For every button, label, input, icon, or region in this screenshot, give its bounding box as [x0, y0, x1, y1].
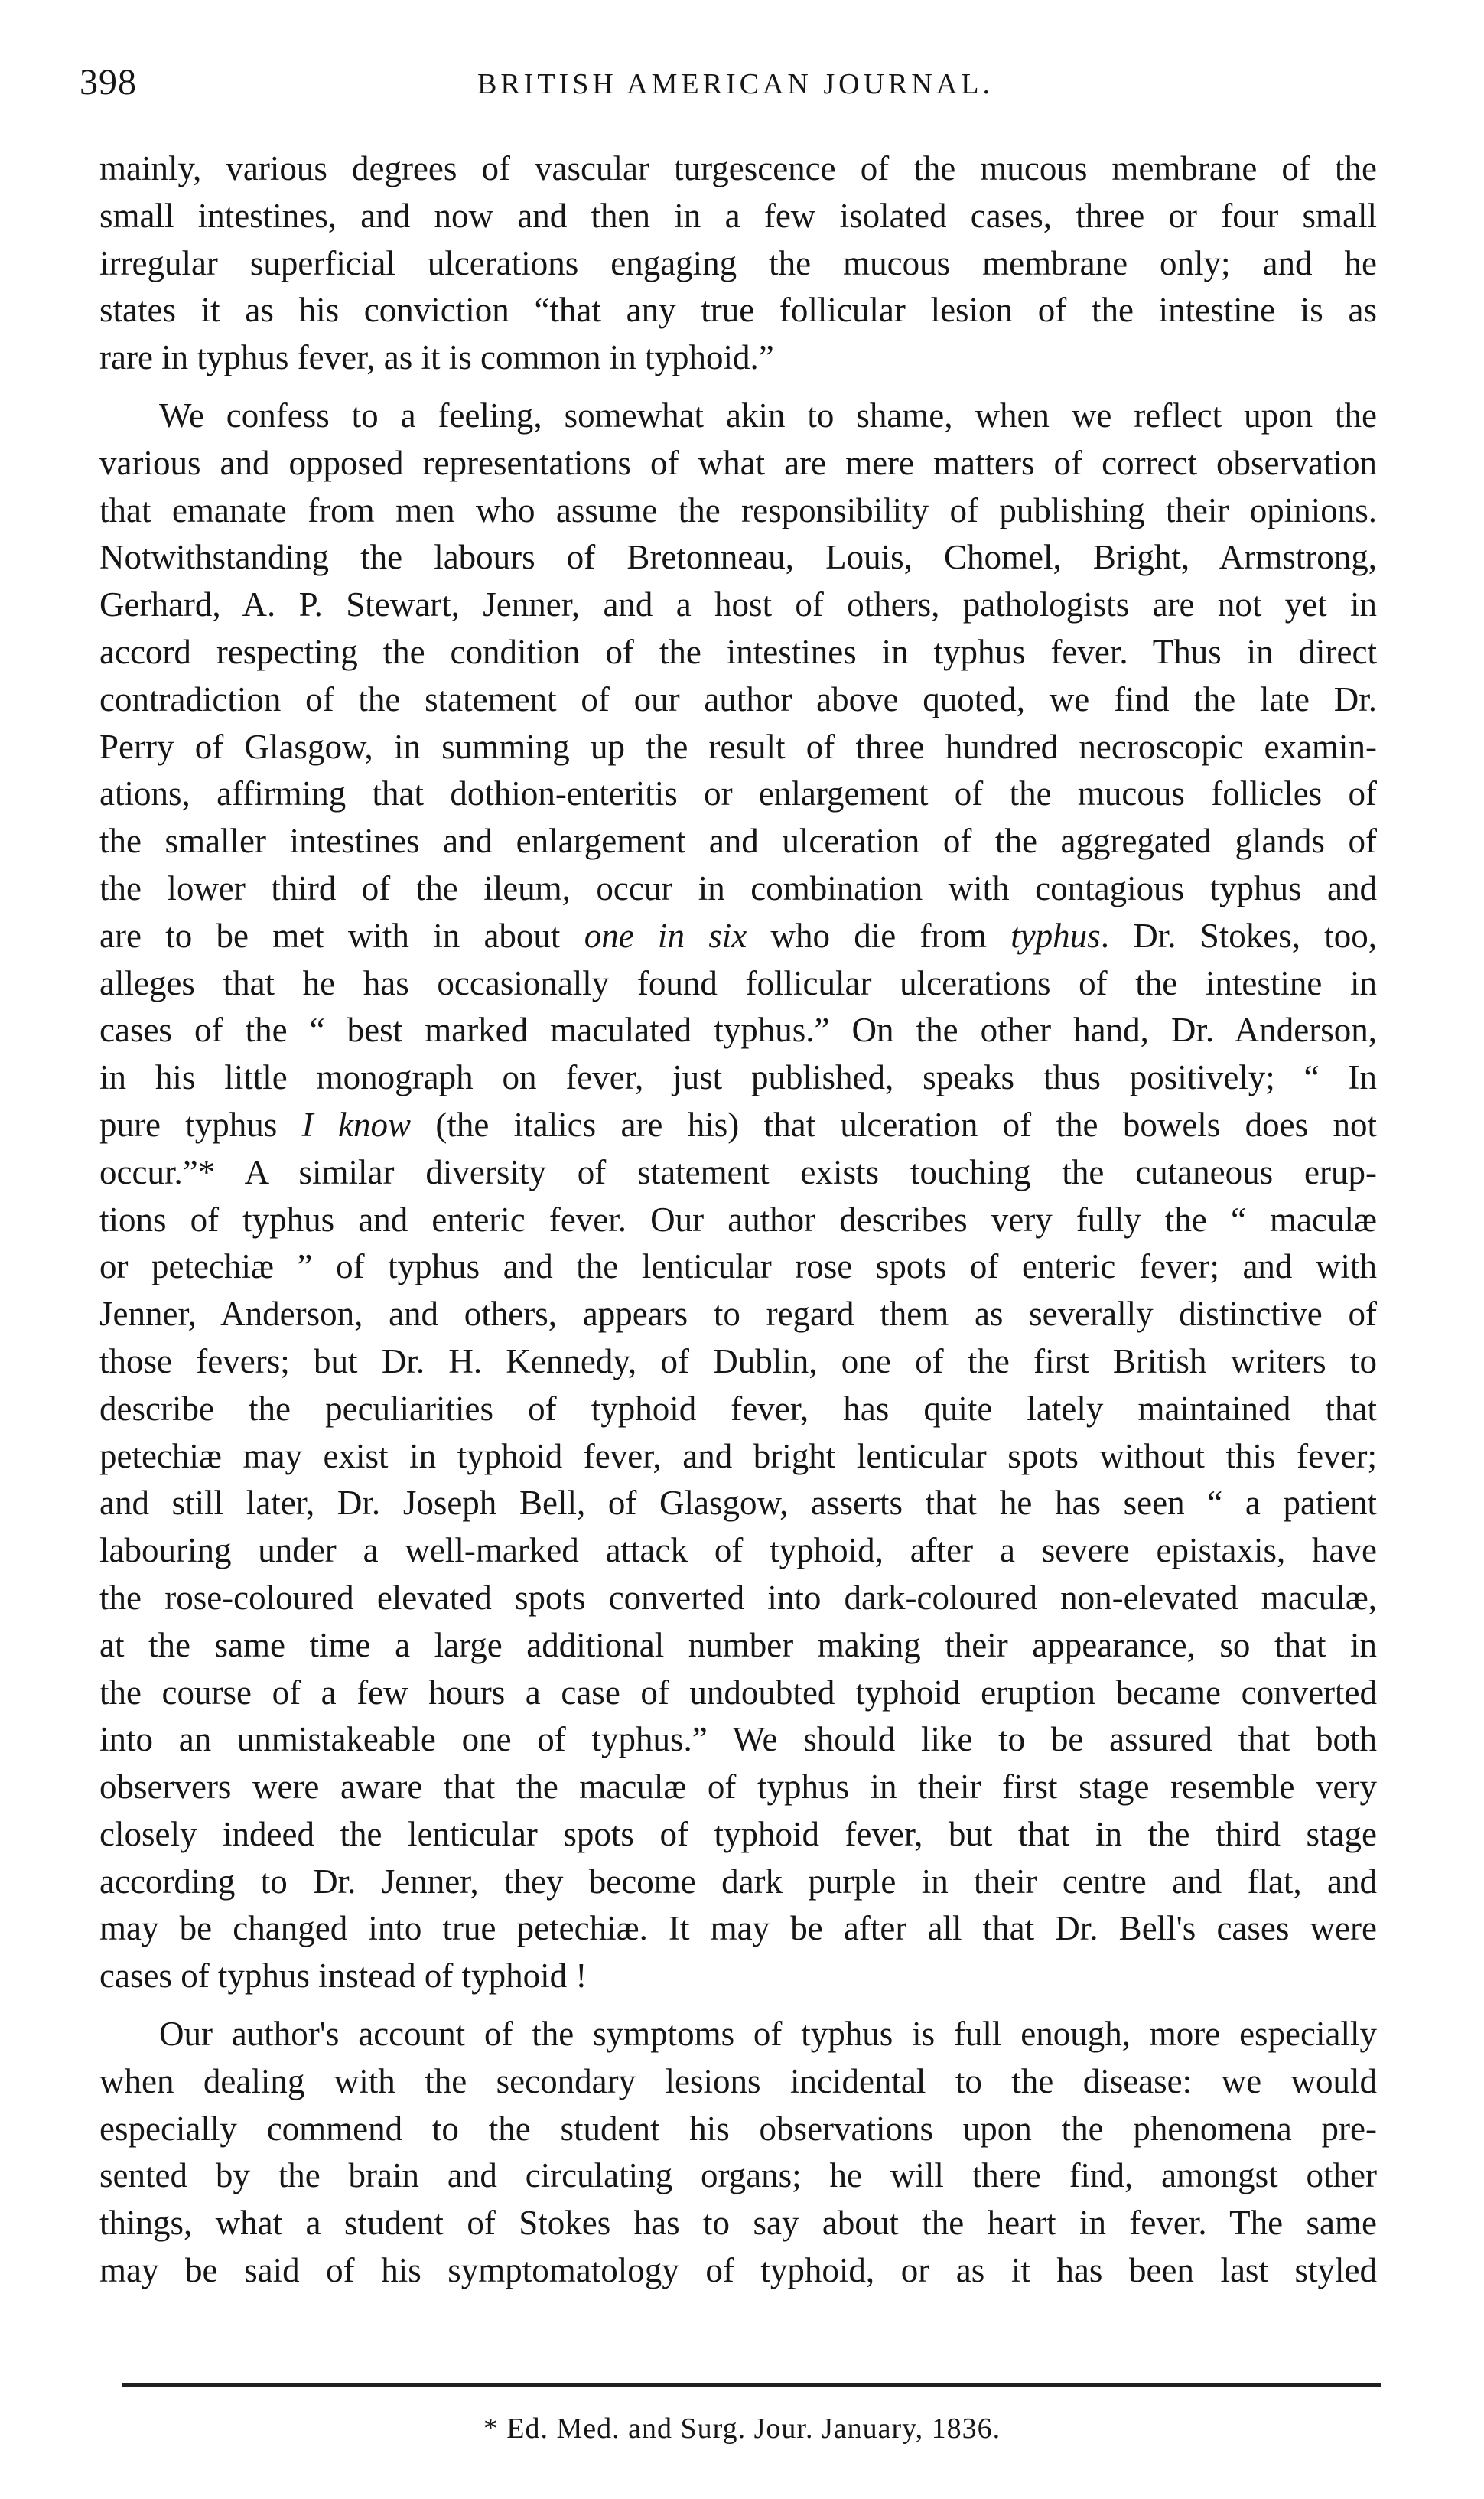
- paragraph: [99, 145, 1377, 382]
- paragraph-gap: [99, 2000, 1377, 2011]
- paragraph: [99, 393, 1377, 2000]
- text-line: petechiæ may exist in typhoid fever, and bright lenticular spots without this fever;: [99, 1436, 1377, 1475]
- text-line: labouring under a well-marked attack of typhoid, after a severe epistaxis, have: [99, 1531, 1377, 1570]
- text-line: ations, affirming that dothion-enteritis or enlargement of the mucous follicles of: [99, 774, 1377, 813]
- text-line: are to be met with in about one in six who die from typhus. Dr. Stokes, too,: [99, 916, 1377, 955]
- text-line: mainly, various degrees of vascular turgescence of the mucous membrane of the: [99, 149, 1377, 187]
- text-line: at the same time a large additional number making their appearance, so that in: [99, 1625, 1377, 1664]
- text-line: Our author's account of the symptoms of typhus is full enough, more especially: [159, 2015, 1377, 2054]
- text-line: occur.”* A similar diversity of statement exists touching the cutaneous erup-: [99, 1152, 1377, 1191]
- text-line: alleges that he has occasionally found follicular ulcerations of the intestine in: [99, 963, 1377, 1002]
- text-line: Perry of Glasgow, in summing up the result of three hundred necroscopic examin-: [99, 727, 1377, 766]
- text-line: cases of typhus instead of typhoid !: [99, 1957, 587, 1996]
- page-header: [80, 55, 1380, 116]
- text-line: in his little monograph on fever, just published, speaks thus positively; “ In: [99, 1058, 1377, 1097]
- footnote: * Ed. Med. and Surg. Jour. January, 1836.: [483, 2413, 1001, 2445]
- text-line: that emanate from men who assume the responsibility of publishing their opinions.: [99, 490, 1377, 529]
- paragraph: [99, 2011, 1377, 2295]
- text-line: accord respecting the condition of the intestines in typhus fever. Thus in direct: [99, 632, 1377, 671]
- text-line: things, what a student of Stokes has to say about the heart in fever. The same: [99, 2204, 1377, 2243]
- text-line: when dealing with the secondary lesions incidental to the disease: we would: [99, 2061, 1377, 2100]
- text-line: Jenner, Anderson, and others, appears to regard them as severally distinctive of: [99, 1295, 1377, 1334]
- text-line: the course of a few hours a case of undoubted typhoid eruption became converted: [99, 1673, 1377, 1712]
- text-line: the smaller intestines and enlargement and ulceration of the aggregated glands of: [99, 822, 1377, 861]
- text-line: closely indeed the lenticular spots of typhoid fever, but that in the third stage: [99, 1814, 1377, 1853]
- text-line: pure typhus I know (the italics are his) that ulceration of the bowels does not: [99, 1105, 1377, 1144]
- text-line: various and opposed representations of what are mere matters of correct observation: [99, 443, 1377, 482]
- text-line: those fevers; but Dr. H. Kennedy, of Dublin, one of the first British writers to: [99, 1341, 1377, 1380]
- text-line: describe the peculiarities of typhoid fever, has quite lately maintained that: [99, 1389, 1377, 1428]
- text-line: according to Dr. Jenner, they become dark purple in their centre and flat, and: [99, 1862, 1377, 1901]
- text-line: into an unmistakeable one of typhus.” We should like to be assured that both: [99, 1720, 1377, 1759]
- running-title: BRITISH AMERICAN JOURNAL.: [477, 68, 994, 100]
- text-line: especially commend to the student his observations upon the phenomena pre-: [99, 2109, 1377, 2148]
- page-number: 398: [80, 62, 137, 103]
- text-line: and still later, Dr. Joseph Bell, of Glasgow, asserts that he has seen “ a patient: [99, 1484, 1377, 1523]
- article-body: [99, 145, 1377, 2295]
- text-line: sented by the brain and circulating organs; he will there find, amongst other: [99, 2156, 1377, 2195]
- footnote-divider: [122, 2383, 1381, 2387]
- text-line: contradiction of the statement of our author above quoted, we find the late Dr.: [99, 679, 1377, 718]
- text-line: We confess to a feeling, somewhat akin to shame, when we reflect upon the: [159, 396, 1377, 435]
- text-line: cases of the “ best marked maculated typhus.” On the other hand, Dr. Anderson,: [99, 1011, 1377, 1050]
- text-line: the rose-coloured elevated spots converted into dark-coloured non-elevated maculæ,: [99, 1578, 1377, 1617]
- text-line: irregular superficial ulcerations engaging the mucous membrane only; and he: [99, 243, 1377, 282]
- text-line: may be changed into true petechiæ. It may be after all that Dr. Bell's cases were: [99, 1909, 1377, 1948]
- paragraph-gap: [99, 382, 1377, 393]
- text-line: observers were aware that the maculæ of typhus in their first stage resemble very: [99, 1768, 1377, 1807]
- text-line: small intestines, and now and then in a few isolated cases, three or four small: [99, 196, 1377, 235]
- text-line: or petechiæ ” of typhus and the lenticular rose spots of enteric fever; and with: [99, 1247, 1377, 1286]
- text-line: Notwithstanding the labours of Bretonneau, Louis, Chomel, Bright, Armstrong,: [99, 538, 1377, 577]
- text-line: Gerhard, A. P. Stewart, Jenner, and a host of others, pathologists are not yet in: [99, 585, 1377, 624]
- text-line: the lower third of the ileum, occur in combination with contagious typhus and: [99, 868, 1377, 907]
- text-line: may be said of his symptomatology of typhoid, or as it has been last styled: [99, 2251, 1377, 2290]
- text-line: tions of typhus and enteric fever. Our author describes very fully the “ maculæ: [99, 1200, 1377, 1239]
- text-line: states it as his conviction “that any true follicular lesion of the intestine is as: [99, 291, 1377, 330]
- text-line: rare in typhus fever, as it is common in typhoid.”: [99, 338, 774, 377]
